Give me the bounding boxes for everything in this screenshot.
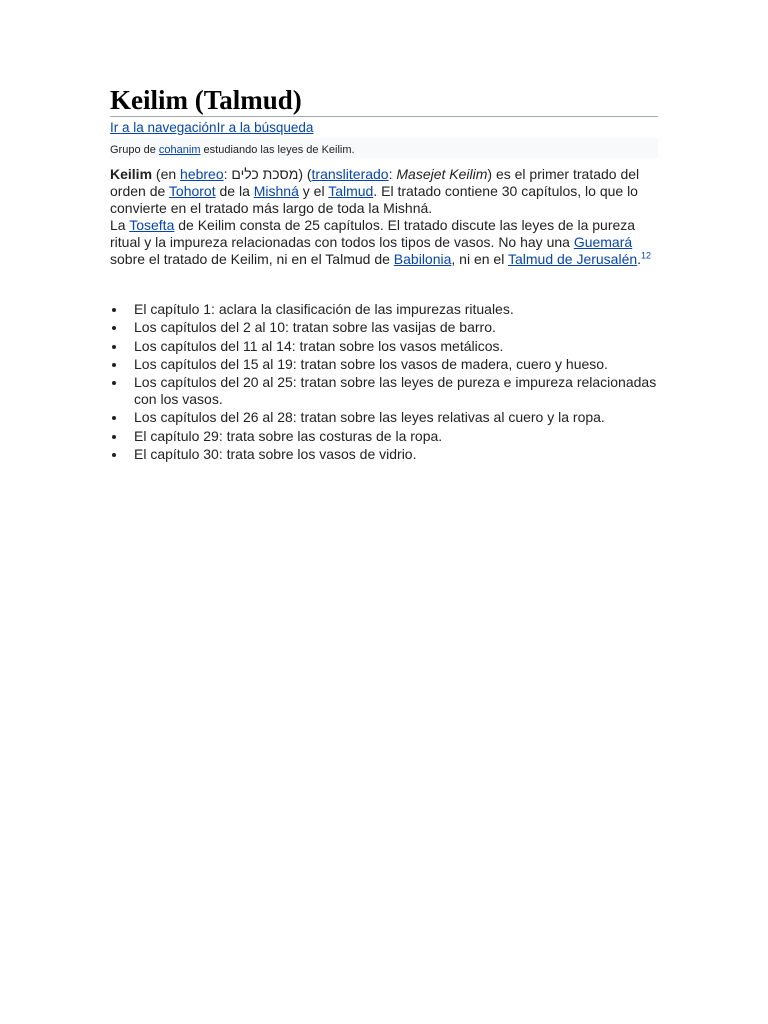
list-item-text: Los capítulos del 20 al 25: tratan sobre las leyes de pureza e impureza relacionadas con los vasos.: [134, 374, 657, 408]
list-item: [110, 428, 670, 445]
tohorot-link[interactable]: Tohorot: [168, 183, 216, 199]
list-item: [110, 319, 670, 336]
bullet-icon: [112, 345, 116, 349]
talmud-jerusalen-link[interactable]: Talmud de Jerusalén: [507, 251, 638, 267]
list-item: [110, 409, 670, 426]
page-title: Keilim (Talmud): [110, 84, 658, 117]
intro-text: sobre el tratado de Keilim, ni en el Talmud de: [110, 251, 394, 267]
intro-text: :: [223, 166, 232, 182]
intro-text: de la: [215, 183, 254, 199]
intro-text: ) es el primer tratado del orden de: [110, 166, 640, 199]
intro-text: , ni en el: [451, 251, 508, 267]
list-item-text: El capítulo 30: trata sobre los vasos de vidrio.: [134, 446, 417, 463]
tosefta-link[interactable]: Tosefta: [129, 217, 175, 233]
transliterated-name: Masejet Keilim: [396, 166, 488, 182]
intro-text: y el: [298, 183, 329, 199]
cohanim-link[interactable]: cohanim: [158, 144, 201, 156]
jump-links: [110, 120, 313, 136]
jump-to-search-link[interactable]: Ir a la búsqueda: [216, 120, 314, 135]
list-item-text: Los capítulos del 11 al 14: tratan sobre los vasos metálicos.: [134, 337, 504, 354]
bullet-icon: [112, 363, 116, 367]
bullet-icon: [112, 308, 116, 312]
hebreo-link[interactable]: hebreo: [180, 166, 224, 182]
intro-text: :: [388, 166, 397, 182]
bullet-icon: [112, 381, 116, 385]
list-item: [110, 338, 670, 355]
list-item: [110, 446, 670, 463]
list-item: [110, 301, 670, 318]
list-item-text: El capítulo 29: trata sobre las costuras de la ropa.: [134, 427, 443, 444]
list-item-text: El capítulo 1: aclara la clasificación de las impurezas rituales.: [134, 301, 514, 317]
bullet-icon: [112, 326, 116, 330]
list-item-text: Los capítulos del 2 al 10: tratan sobre las vasijas de barro.: [134, 319, 496, 336]
reference-superscript[interactable]: 12: [641, 250, 652, 261]
list-item: [110, 356, 670, 373]
chapters-list: [110, 301, 670, 464]
intro-text: . El tratado contiene 30 capítulos, lo que lo convierte en el tratado más largo de toda la Mishná.: [110, 183, 638, 216]
bullet-icon: [112, 435, 116, 439]
transliterado-link[interactable]: transliterado: [311, 166, 389, 182]
mishna-link[interactable]: Mishná: [253, 183, 299, 199]
article-subject: Keilim: [110, 166, 153, 182]
bullet-icon: [112, 416, 116, 420]
jump-to-navigation-link[interactable]: Ir a la navegación: [110, 120, 217, 135]
list-item-text: Los capítulos del 15 al 19: tratan sobre los vasos de madera, cuero y hueso.: [134, 355, 608, 372]
caption-text-pre: Grupo de: [110, 144, 159, 156]
intro-text: .: [637, 251, 642, 267]
intro-text: ) (: [298, 166, 312, 182]
image-caption: [110, 138, 658, 158]
bullet-icon: [112, 453, 116, 457]
intro-text: de Keilim consta de 25 capítulos. El tratado discute las leyes de la pureza ritual y la impureza relacionadas con todos los tipos de vasos. No hay una: [110, 217, 636, 250]
hebrew-name: מסכת כלים: [231, 166, 299, 182]
intro-paragraph: [110, 166, 658, 268]
list-item: [110, 374, 670, 408]
caption-text-post: estudiando las leyes de Keilim.: [200, 144, 355, 156]
talmud-link[interactable]: Talmud: [328, 183, 374, 199]
intro-text: La: [110, 217, 130, 233]
list-item-text: Los capítulos del 26 al 28: tratan sobre las leyes relativas al cuero y la ropa.: [134, 409, 605, 426]
guemara-link[interactable]: Guemará: [573, 234, 633, 250]
intro-text: (en: [152, 166, 181, 182]
babilonia-link[interactable]: Babilonia: [393, 251, 452, 267]
